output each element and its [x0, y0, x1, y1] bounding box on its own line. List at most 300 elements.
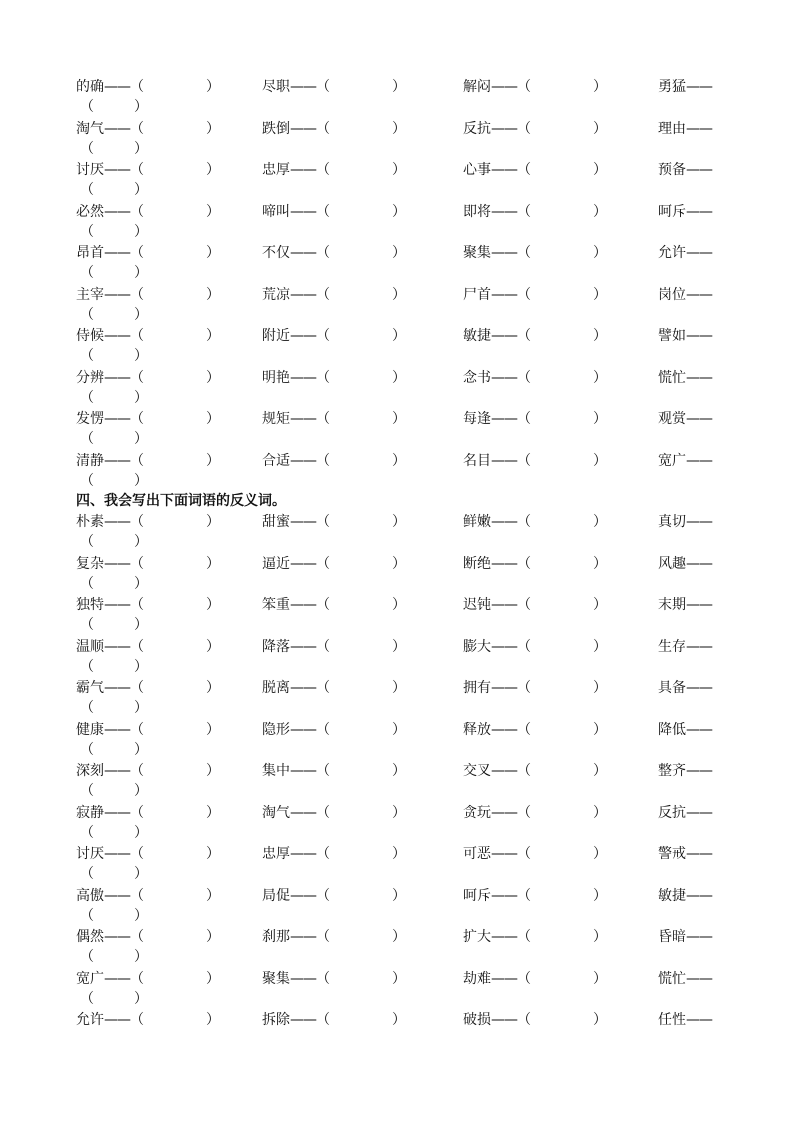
answer-blank-open[interactable]: （ [80, 99, 94, 115]
answer-blank-open[interactable]: （ [80, 182, 94, 198]
word-label: 即将 [463, 203, 491, 220]
answer-blank-open[interactable]: （ [316, 162, 330, 178]
answer-blank-open[interactable]: （ [517, 369, 531, 386]
answer-blank-close[interactable]: ） [593, 721, 607, 738]
answer-blank-close[interactable]: ） [134, 140, 148, 157]
answer-blank-open[interactable]: （ [316, 929, 330, 945]
word-label: 解闷 [463, 79, 491, 95]
answer-blank-open[interactable]: （ [517, 887, 531, 904]
word-item [658, 77, 712, 97]
answer-blank-wrapped[interactable] [80, 823, 148, 843]
word-row [0, 202, 794, 222]
answer-blank-open[interactable]: （ [316, 245, 330, 261]
word-item [262, 326, 406, 346]
answer-blank-open[interactable]: （ [517, 203, 531, 220]
answer-blank-open[interactable]: （ [517, 929, 531, 945]
word-label: 慌忙 [658, 970, 686, 987]
answer-blank-open[interactable]: （ [517, 970, 531, 987]
word-item [76, 160, 220, 180]
answer-blank-close[interactable]: ） [134, 265, 148, 281]
answer-blank-close[interactable]: ） [392, 597, 406, 613]
answer-blank-close[interactable]: ） [593, 1012, 607, 1028]
word-row [0, 761, 794, 781]
answer-blank-close[interactable]: ） [134, 431, 148, 447]
dash-mark: —— [104, 162, 130, 178]
dash-mark: —— [491, 162, 517, 178]
word-item [262, 409, 406, 429]
answer-blank-close[interactable]: ） [593, 120, 607, 137]
answer-blank-open[interactable]: （ [130, 887, 144, 904]
word-item [463, 969, 607, 989]
dash-mark: —— [491, 846, 517, 862]
answer-blank-close[interactable]: ） [206, 1012, 220, 1028]
answer-blank-open[interactable]: （ [130, 804, 144, 821]
answer-blank-wrapped[interactable] [80, 263, 148, 283]
answer-blank-open[interactable]: （ [517, 411, 531, 427]
answer-blank-close[interactable]: ） [206, 286, 220, 303]
answer-blank-close[interactable]: ） [134, 99, 148, 115]
answer-blank-wrapped[interactable] [80, 388, 148, 408]
answer-blank-open[interactable]: （ [130, 120, 144, 137]
answer-blank-close[interactable]: ） [206, 555, 220, 572]
word-label: 譬如 [658, 328, 686, 344]
answer-blank-wrapped[interactable] [80, 305, 148, 325]
answer-blank-close[interactable]: ） [206, 514, 220, 530]
dash-mark: —— [491, 555, 517, 572]
answer-blank-close[interactable]: ） [593, 514, 607, 530]
answer-blank-close[interactable]: ） [392, 721, 406, 738]
dash-mark: —— [686, 120, 712, 137]
answer-blank-open[interactable]: （ [316, 721, 330, 738]
answer-blank-open[interactable]: （ [517, 120, 531, 137]
answer-blank-open[interactable]: （ [517, 763, 531, 779]
answer-blank-close[interactable]: ） [206, 411, 220, 427]
answer-blank-open[interactable]: （ [316, 1012, 330, 1028]
answer-blank-close[interactable]: ） [206, 929, 220, 945]
word-label: 隐形 [262, 721, 290, 738]
answer-blank-wrapped[interactable] [80, 139, 148, 159]
dash-mark: —— [104, 763, 130, 779]
answer-blank-open[interactable]: （ [316, 970, 330, 987]
answer-blank-open[interactable]: （ [130, 929, 144, 945]
answer-blank-open[interactable]: （ [316, 79, 330, 95]
dash-mark: —— [491, 804, 517, 821]
dash-mark: —— [686, 1012, 712, 1028]
answer-blank-open[interactable]: （ [517, 846, 531, 862]
answer-blank-open[interactable]: （ [80, 265, 94, 281]
word-item [76, 368, 220, 388]
answer-blank-open[interactable]: （ [517, 79, 531, 95]
answer-blank-open[interactable]: （ [517, 638, 531, 655]
answer-blank-close[interactable]: ） [593, 970, 607, 987]
answer-blank-close[interactable]: ） [134, 306, 148, 323]
answer-blank-wrapped[interactable] [80, 180, 148, 200]
word-item [76, 969, 220, 989]
answer-blank-close[interactable]: ） [392, 369, 406, 386]
answer-blank-open[interactable]: （ [316, 514, 330, 530]
dash-mark: —— [686, 721, 712, 738]
word-label: 尽职 [262, 79, 290, 95]
word-item [262, 243, 406, 263]
answer-blank-open[interactable]: （ [80, 700, 94, 716]
answer-blank-open[interactable]: （ [130, 1012, 144, 1028]
dash-mark: —— [686, 79, 712, 95]
answer-blank-open[interactable]: （ [316, 555, 330, 572]
answer-blank-close[interactable]: ） [392, 162, 406, 178]
answer-blank-close[interactable]: ） [134, 658, 148, 675]
answer-blank-close[interactable]: ） [206, 763, 220, 779]
answer-blank-open[interactable]: （ [80, 348, 94, 364]
answer-blank-open[interactable]: （ [80, 575, 94, 592]
answer-blank-close[interactable]: ） [134, 824, 148, 841]
answer-blank-close[interactable]: ） [206, 79, 220, 95]
answer-blank-open[interactable]: （ [80, 472, 94, 489]
answer-blank-open[interactable]: （ [130, 514, 144, 530]
answer-blank-open[interactable]: （ [80, 617, 94, 633]
dash-mark: —— [290, 79, 316, 95]
answer-blank-wrapped[interactable] [80, 222, 148, 242]
answer-blank-open[interactable]: （ [130, 203, 144, 220]
word-item [76, 637, 220, 657]
answer-blank-open[interactable]: （ [80, 907, 94, 924]
answer-blank-close[interactable]: ） [593, 245, 607, 261]
answer-blank-open[interactable]: （ [130, 245, 144, 261]
word-item [76, 844, 220, 864]
answer-blank-open[interactable]: （ [130, 369, 144, 386]
answer-blank-open[interactable]: （ [316, 763, 330, 779]
dash-mark: —— [290, 970, 316, 987]
answer-blank-open[interactable]: （ [316, 328, 330, 344]
word-item [262, 844, 406, 864]
answer-blank-close[interactable]: ） [392, 638, 406, 655]
answer-blank-wrapped[interactable] [80, 740, 148, 760]
answer-blank-open[interactable]: （ [517, 721, 531, 738]
answer-blank-close[interactable]: ） [392, 514, 406, 530]
answer-blank-wrapped[interactable] [80, 615, 148, 635]
answer-blank-open[interactable]: （ [316, 804, 330, 821]
dash-mark: —— [686, 804, 712, 821]
answer-blank-open[interactable]: （ [517, 328, 531, 344]
word-item [658, 637, 712, 657]
answer-blank-open[interactable]: （ [130, 328, 144, 344]
answer-blank-open[interactable]: （ [316, 846, 330, 862]
answer-blank-close[interactable]: ） [134, 783, 148, 799]
dash-mark: —— [104, 369, 130, 386]
word-label: 劫难 [463, 970, 491, 987]
answer-blank-wrapped[interactable] [80, 346, 148, 366]
answer-blank-close[interactable]: ） [206, 680, 220, 696]
answer-blank-close[interactable]: ） [134, 907, 148, 924]
answer-blank-open[interactable]: （ [316, 411, 330, 427]
answer-blank-open[interactable]: （ [130, 721, 144, 738]
answer-blank-wrapped[interactable] [80, 657, 148, 677]
answer-blank-close[interactable]: ） [392, 203, 406, 220]
dash-mark: —— [104, 328, 130, 344]
dash-mark: —— [491, 79, 517, 95]
answer-blank-open[interactable]: （ [130, 597, 144, 613]
answer-blank-open[interactable]: （ [316, 887, 330, 904]
answer-blank-close[interactable]: ） [392, 804, 406, 821]
word-item [658, 554, 712, 574]
word-label: 警戒 [658, 846, 686, 862]
dash-mark: —— [491, 638, 517, 655]
dash-mark: —— [104, 514, 130, 530]
answer-blank-close[interactable]: ） [392, 286, 406, 303]
dash-mark: —— [686, 597, 712, 613]
answer-blank-close[interactable]: ） [593, 638, 607, 655]
answer-blank-open[interactable]: （ [517, 452, 531, 469]
answer-blank-close[interactable]: ） [134, 866, 148, 882]
word-item [76, 243, 220, 263]
answer-blank-close[interactable]: ） [206, 452, 220, 469]
answer-blank-open[interactable]: （ [130, 286, 144, 303]
answer-blank-close[interactable]: ） [134, 389, 148, 406]
word-row [0, 1010, 794, 1030]
word-label: 分辨 [76, 369, 104, 386]
answer-blank-close[interactable]: ） [593, 286, 607, 303]
word-item [463, 1010, 607, 1030]
answer-blank-close[interactable]: ） [392, 680, 406, 696]
word-label: 宽广 [658, 452, 686, 469]
answer-blank-open[interactable]: （ [130, 763, 144, 779]
answer-blank-open[interactable]: （ [517, 162, 531, 178]
answer-blank-close[interactable]: ） [392, 411, 406, 427]
answer-blank-wrapped[interactable] [80, 97, 148, 117]
answer-blank-close[interactable]: ） [134, 182, 148, 198]
answer-blank-open[interactable]: （ [80, 990, 94, 1007]
word-item [76, 77, 220, 97]
word-item [76, 451, 220, 471]
answer-blank-open[interactable]: （ [517, 597, 531, 613]
answer-blank-wrapped[interactable] [80, 906, 148, 926]
word-label: 主宰 [76, 286, 104, 303]
dash-mark: —— [104, 245, 130, 261]
word-item [463, 761, 607, 781]
word-item [262, 160, 406, 180]
word-label: 逼近 [262, 555, 290, 572]
answer-blank-close[interactable]: ） [593, 452, 607, 469]
answer-blank-open[interactable]: （ [130, 411, 144, 427]
answer-blank-close[interactable]: ） [593, 887, 607, 904]
answer-blank-close[interactable]: ） [392, 452, 406, 469]
answer-blank-close[interactable]: ） [593, 369, 607, 386]
answer-blank-close[interactable]: ） [593, 763, 607, 779]
answer-blank-close[interactable]: ） [392, 245, 406, 261]
answer-blank-close[interactable]: ） [392, 555, 406, 572]
word-item [658, 595, 712, 615]
dash-mark: —— [491, 514, 517, 530]
answer-blank-wrapped[interactable] [80, 471, 148, 491]
word-item [262, 595, 406, 615]
answer-blank-close[interactable]: ） [206, 203, 220, 220]
answer-blank-wrapped[interactable] [80, 698, 148, 718]
answer-blank-open[interactable]: （ [130, 638, 144, 655]
answer-blank-close[interactable]: ） [593, 680, 607, 696]
dash-mark: —— [491, 970, 517, 987]
answer-blank-close[interactable]: ） [134, 741, 148, 758]
word-label: 讨厌 [76, 846, 104, 862]
word-row [0, 886, 794, 906]
answer-blank-open[interactable]: （ [130, 79, 144, 95]
word-label: 必然 [76, 203, 104, 220]
answer-blank-wrapped[interactable] [80, 864, 148, 884]
answer-blank-open[interactable]: （ [80, 223, 94, 240]
answer-blank-open[interactable]: （ [80, 140, 94, 157]
dash-mark: —— [104, 120, 130, 137]
answer-blank-close[interactable]: ） [206, 245, 220, 261]
word-label: 昂首 [76, 245, 104, 261]
answer-blank-wrapped[interactable] [80, 532, 148, 552]
answer-blank-close[interactable]: ） [593, 846, 607, 862]
answer-blank-close[interactable]: ） [593, 203, 607, 220]
answer-blank-open[interactable]: （ [80, 389, 94, 406]
dash-mark: —— [290, 887, 316, 904]
word-label: 勇猛 [658, 79, 686, 95]
answer-blank-close[interactable]: ） [134, 617, 148, 633]
answer-blank-close[interactable]: ） [392, 846, 406, 862]
answer-blank-close[interactable]: ） [206, 369, 220, 386]
answer-blank-close[interactable]: ） [593, 804, 607, 821]
answer-blank-open[interactable]: （ [316, 680, 330, 696]
answer-blank-open[interactable]: （ [517, 680, 531, 696]
answer-blank-open[interactable]: （ [130, 452, 144, 469]
answer-blank-open[interactable]: （ [517, 555, 531, 572]
answer-blank-wrapped[interactable] [80, 989, 148, 1009]
word-label: 每逢 [463, 411, 491, 427]
word-item [658, 451, 712, 471]
answer-blank-close[interactable]: ） [392, 887, 406, 904]
dash-mark: —— [104, 555, 130, 572]
answer-blank-open[interactable]: （ [316, 203, 330, 220]
answer-blank-wrapped[interactable] [80, 947, 148, 967]
answer-blank-open[interactable]: （ [517, 804, 531, 821]
word-label: 降低 [658, 721, 686, 738]
answer-blank-open[interactable]: （ [130, 970, 144, 987]
answer-blank-open[interactable]: （ [80, 431, 94, 447]
answer-blank-close[interactable]: ） [206, 328, 220, 344]
answer-blank-open[interactable]: （ [80, 783, 94, 799]
answer-blank-open[interactable]: （ [80, 658, 94, 675]
answer-blank-open[interactable]: （ [80, 949, 94, 965]
answer-blank-open[interactable]: （ [130, 162, 144, 178]
answer-blank-close[interactable]: ） [593, 411, 607, 427]
answer-blank-open[interactable]: （ [316, 452, 330, 469]
answer-blank-open[interactable]: （ [130, 680, 144, 696]
answer-blank-close[interactable]: ） [392, 763, 406, 779]
word-label: 荒凉 [262, 286, 290, 303]
word-item [658, 326, 712, 346]
word-label: 预备 [658, 162, 686, 178]
answer-blank-close[interactable]: ） [206, 721, 220, 738]
answer-blank-close[interactable]: ） [206, 597, 220, 613]
answer-blank-open[interactable]: （ [316, 369, 330, 386]
dash-mark: —— [290, 721, 316, 738]
answer-blank-close[interactable]: ） [134, 472, 148, 489]
word-label: 释放 [463, 721, 491, 738]
word-label: 理由 [658, 120, 686, 137]
answer-blank-close[interactable]: ） [206, 804, 220, 821]
word-item [463, 243, 607, 263]
answer-blank-close[interactable]: ） [593, 79, 607, 95]
answer-blank-close[interactable]: ） [593, 555, 607, 572]
answer-blank-close[interactable]: ） [134, 348, 148, 364]
answer-blank-close[interactable]: ） [593, 328, 607, 344]
word-label: 独特 [76, 597, 104, 613]
answer-blank-open[interactable]: （ [517, 1012, 531, 1028]
word-item [658, 969, 712, 989]
answer-blank-open[interactable]: （ [517, 286, 531, 303]
word-item [76, 927, 220, 947]
answer-blank-close[interactable]: ） [206, 970, 220, 987]
dash-mark: —— [491, 1012, 517, 1028]
answer-blank-close[interactable]: ） [206, 162, 220, 178]
word-label: 破损 [463, 1012, 491, 1028]
answer-blank-close[interactable]: ） [593, 597, 607, 613]
word-label: 真切 [658, 514, 686, 530]
answer-blank-open[interactable]: （ [316, 638, 330, 655]
word-item [463, 77, 607, 97]
word-item [262, 202, 406, 222]
answer-blank-wrapped[interactable] [80, 574, 148, 594]
word-item [76, 326, 220, 346]
dash-mark: —— [686, 411, 712, 427]
answer-blank-close[interactable]: ） [392, 120, 406, 137]
answer-blank-open[interactable]: （ [80, 824, 94, 841]
answer-blank-open[interactable]: （ [517, 245, 531, 261]
answer-blank-close[interactable]: ） [392, 328, 406, 344]
answer-blank-wrapped[interactable] [80, 429, 148, 449]
word-row [0, 637, 794, 657]
word-item [658, 761, 712, 781]
answer-blank-open[interactable]: （ [80, 741, 94, 758]
answer-blank-open[interactable]: （ [130, 555, 144, 572]
answer-blank-close[interactable]: ） [134, 990, 148, 1007]
word-item [658, 512, 712, 532]
answer-blank-close[interactable]: ） [134, 949, 148, 965]
answer-blank-open[interactable]: （ [80, 866, 94, 882]
answer-blank-close[interactable]: ） [134, 223, 148, 240]
answer-blank-close[interactable]: ） [134, 575, 148, 592]
answer-blank-close[interactable]: ） [392, 79, 406, 95]
answer-blank-open[interactable]: （ [517, 514, 531, 530]
answer-blank-open[interactable]: （ [80, 534, 94, 550]
answer-blank-open[interactable]: （ [316, 120, 330, 137]
answer-blank-close[interactable]: ） [206, 887, 220, 904]
word-label: 合适 [262, 452, 290, 469]
dash-mark: —— [491, 887, 517, 904]
word-item [658, 1010, 712, 1030]
answer-blank-close[interactable]: ） [392, 1012, 406, 1028]
answer-blank-open[interactable]: （ [316, 597, 330, 613]
answer-blank-open[interactable]: （ [130, 846, 144, 862]
answer-blank-close[interactable]: ） [593, 929, 607, 945]
dash-mark: —— [290, 597, 316, 613]
answer-blank-close[interactable]: ） [134, 534, 148, 550]
answer-blank-wrapped[interactable] [80, 781, 148, 801]
answer-blank-close[interactable]: ） [206, 846, 220, 862]
word-label: 降落 [262, 638, 290, 655]
answer-blank-close[interactable]: ） [134, 700, 148, 716]
answer-blank-open[interactable]: （ [316, 286, 330, 303]
answer-blank-close[interactable]: ） [392, 929, 406, 945]
answer-blank-open[interactable]: （ [80, 306, 94, 323]
answer-blank-close[interactable]: ） [593, 162, 607, 178]
answer-blank-close[interactable]: ） [392, 970, 406, 987]
answer-blank-close[interactable]: ） [206, 638, 220, 655]
answer-blank-close[interactable]: ） [206, 120, 220, 137]
word-item [463, 844, 607, 864]
word-label: 寂静 [76, 804, 104, 821]
